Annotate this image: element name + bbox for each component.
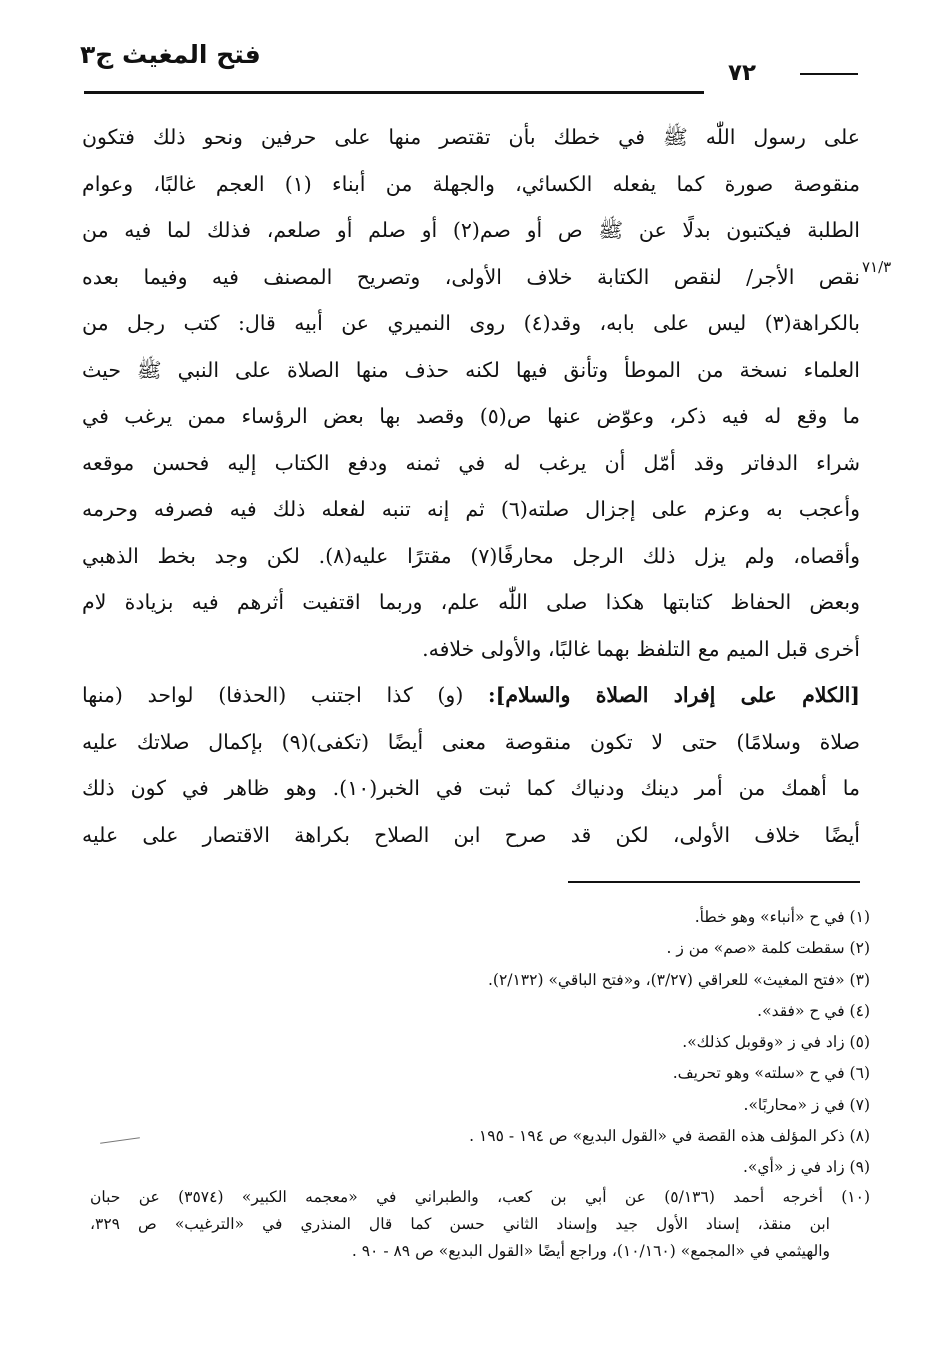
text-line: بالكراهة(٣) ليس على بابه، وقد(٤) روى النميري عن أبيه قال: كتب رجل من — [82, 311, 860, 335]
footnote: (٧) في ز «محاربًا». — [743, 1095, 870, 1114]
margin-reference: ٧١/٣ — [862, 258, 892, 276]
text-line: الطلبة فيكتبون بدلًا عن ﷺ ص أو صم(٢) أو صلم أو صلعم، فذلك لما فيه من — [82, 218, 860, 242]
footnotes — [90, 902, 870, 1265]
footnote: (٦) في ح «سلته» وهو تحريف. — [672, 1064, 870, 1083]
text-line: نقص الأجر/ لنقص الكتابة خلاف الأولى، وتصريح المصنف فيه وفيما بعده — [82, 264, 860, 289]
text-line: وبعض الحفاظ كتابتها هكذا صلى اللّٰه علم، وربما اقتفيت أثرهم فيه بزيادة لام — [82, 590, 860, 614]
page-number: ٧٢ — [728, 60, 757, 86]
section-first-line-text: (و) كذا اجتنب (الحذفا) لواحد (منها — [82, 683, 489, 707]
text-line: صلاة وسلامًا) حتى لا تكون منقوصة معنى أيضًا (تكفى)(٩) بإكمال صلاتك عليه — [82, 729, 860, 754]
main-text — [82, 114, 860, 858]
page-number-rule — [800, 73, 858, 75]
text-line: وأقصاه، ولم يزل ذلك الرجل محارفًا(٧) مقترًا عليه(٨). لكن وجد بخط الذهبي — [82, 543, 860, 568]
footnote: (١) في ح «أنباء» وهو خطأ. — [694, 908, 870, 926]
section-first-line — [82, 672, 860, 719]
text-line: منقوصة صورة كما يفعله الكسائي، والجهلة من أبناء (١) العجم غالبًا، وعوام — [82, 171, 860, 196]
text-line: وأعجب به وعزم على إجزال صلته(٦) ثم إنه تنبه لفعله ذلك فيه فصرفه وحرمه — [82, 497, 860, 521]
footnote: (١٠) أخرجه أحمد (٥/١٣٦) عن أبي بن كعب، والطبراني في «معجمه الكبير» (٣٥٧٤) عن حبان — [90, 1187, 870, 1206]
text-line: على رسول اللّٰه ﷺ في خطك بأن تقتصر منها على حرفين ونحو ذلك فتكون — [82, 125, 860, 149]
footnote: (٥) زاد في ز «وقوبل كذلك». — [682, 1033, 870, 1052]
footnote: (٢) سقطت كلمة «صم» من ز . — [666, 939, 870, 958]
footnote-continuation: والهيثمي في «المجمع» (١٠/١٦٠)، وراجع أيضًا «القول البديع» ص ٨٩ - ٩٠ . — [351, 1241, 830, 1260]
header-rule — [84, 91, 704, 94]
text-line: شراء الدفاتر وقد أمّل أن يرغب له في ثمنه ودفع الكتاب إليه فحسن موقعه — [82, 450, 860, 475]
text-line: أيضًا خلاف الأولى، لكن قد صرح ابن الصلاح بكراهة الاقتصار على عليه — [82, 822, 860, 847]
text-line: العلماء نسخة من الموطأ وتأنق فيها لكنه حذف منها الصلاة على النبي ﷺ حيث — [82, 357, 860, 382]
footnote-continuation: ابن منقذ، إسناد الأول جيد وإسناد الثاني حسن كما قال المنذري في «الترغيب» ص ٣٢٩، — [90, 1214, 830, 1233]
footnote-separator — [568, 881, 860, 883]
running-title: فتح المغيث ج٣ — [80, 40, 261, 69]
footnote: (٩) زاد في ز «أي». — [743, 1158, 870, 1177]
footnote: (٨) ذكر المؤلف هذه القصة في «القول البديع» ص ١٩٤ - ١٩٥ . — [469, 1127, 870, 1146]
section-heading: [الكلام على إفراد الصلاة والسلام]: — [488, 683, 860, 707]
footnote: (٤) في ح «فقد». — [757, 1001, 870, 1020]
text-line: ما وقع له فيه ذكر، وعوّض عنها ص(٥) وقصد بها بعض الرؤساء ممن يرغب في — [82, 404, 860, 428]
text-line: ما أهمك من أمر دينك ودنياك كما ثبت في الخبر(١٠). وهو ظاهر في كون ذلك — [82, 776, 860, 800]
footnote: (٣) «فتح المغيث» للعراقي (٣/٢٧)، و«فتح الباقي» (٢/١٣٢). — [487, 970, 870, 989]
text-line: أخرى قبل الميم مع التلفظ بهما غالبًا، والأولى خلافه. — [422, 636, 860, 661]
